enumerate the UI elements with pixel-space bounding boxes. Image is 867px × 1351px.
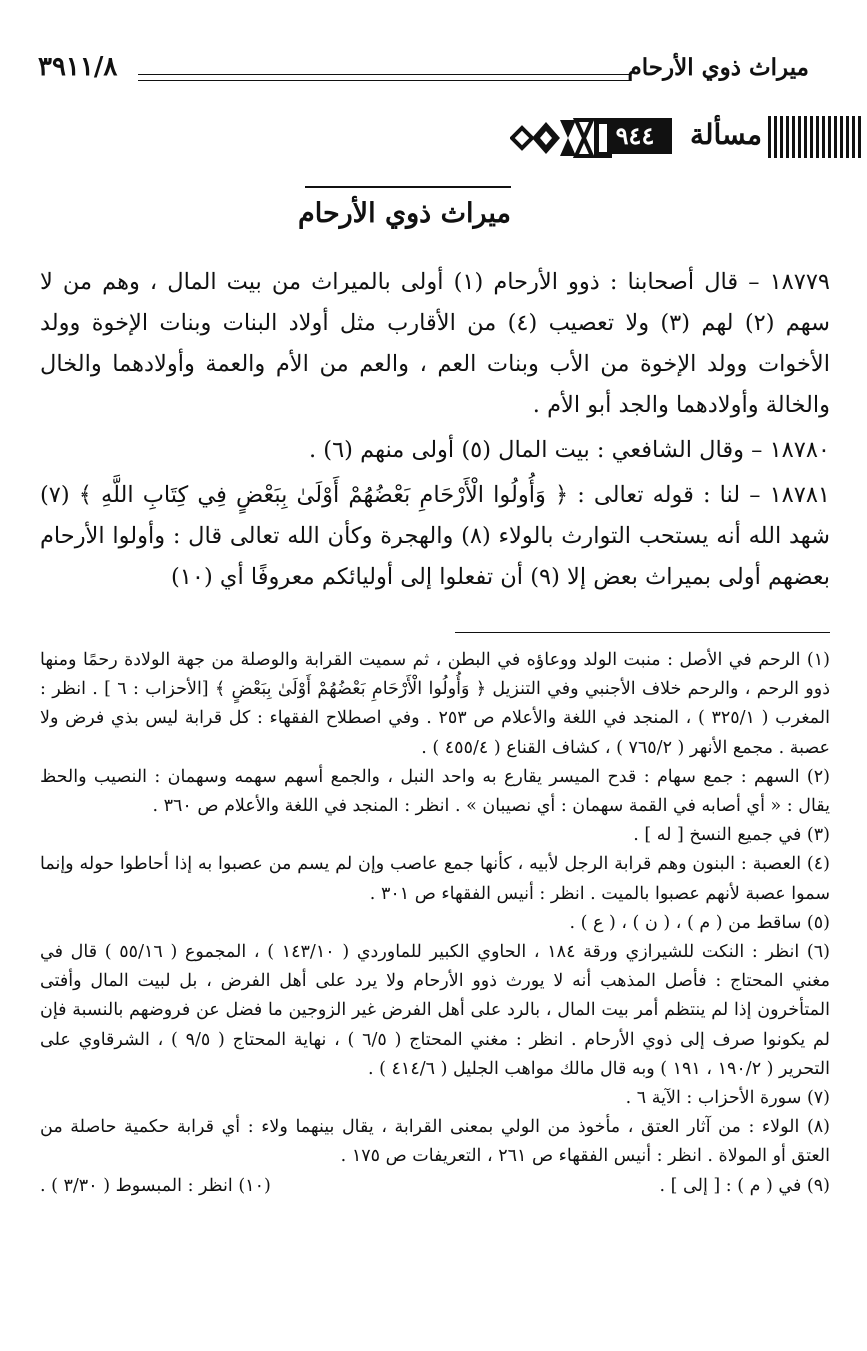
masala-banner	[510, 114, 862, 162]
title-rule	[305, 186, 511, 188]
paragraph-18781: ١٨٧٨١ – لنا : قوله تعالى : ﴿ وَأُولُوا الْأَرْحَامِ بَعْضُهُمْ أَوْلَىٰ بِبَعْضٍ فِي كِتَابِ اللَّهِ ﴾ (٧) شهد الله أنه يستحب التوارث بالولاء (٨) والهجرة وكأن الله تعالى قال : وأولوا الأرحام بعضهم أولى بميراث بعض إلا (٩) أن تفعلوا إلى أوليائكم معروفًا أي (١٠)	[40, 482, 830, 590]
footnote-10: (١٠) انظر : المبسوط ( ٣/٣٠ ) .	[40, 1175, 271, 1196]
main-text	[40, 262, 830, 598]
footnote-4: (٤) العصبة : البنون وهم قرابة الرجل لأبيه ، كأنها جمع عاصب وإن لم يسم من عصبوا به إذا أحاطوا حوله وإنما سموا عصبة لأنهم عصبوا بالميت . انظر : أنيس الفقهاء ص ٣٠١ .	[40, 854, 830, 904]
masala-label: مسألة	[689, 118, 762, 151]
footnote-6: (٦) انظر : النكت للشيرازي ورقة ١٨٤ ، الحاوي الكبير للماوردي ( ١٤٣/١٠ ) ، المجموع ( ٥٥/١٦ ) قال في مغني المحتاج : فأصل المذهب أنه لا يورث ذوو الأرحام ولا يرد على أهل الفرض ، بل لبيت المال وأفتى المتأخرون إذا لم ينتظم أمر بيت المال ، بالرد على أهل الفرض غير الزوجين ما فضل عن فروضهم بالنسبة فإن لم يكونوا صرف إلى ذوي الأرحام . انظر : مغني المحتاج ( ٦/٥ ) ، نهاية المحتاج ( ٩/٥ ) ، الشرقاوي على التحرير ( ١٩٠/٢ ، ١٩١ ) وبه قال مالك مواهب الجليل ( ٤١٤/٦ ) .	[40, 942, 831, 1079]
footnote-row-9-10	[40, 1172, 830, 1201]
masala-number: ٩٤٤	[598, 118, 672, 154]
footnote-7: (٧) سورة الأحزاب : الآية ٦ .	[625, 1088, 830, 1109]
paragraph-18779: ١٨٧٧٩ – قال أصحابنا : ذوو الأرحام (١) أولى بالميراث من بيت المال ، وهم من لا سهم (٢) لهم (٣) ولا تعصيب (٤) من الأقارب مثل أولاد البنات وبنات الإخوة وولد الأخوات وولد الإخوة من الأب وبنات العم ، والعم من الأم والعمة وأولادهما والخال والخالة وأولادهما والجد أبو الأم .	[40, 269, 830, 418]
footnote-9: (٩) في ( م ) : [ إلى ] .	[659, 1175, 830, 1196]
chapter-title: ميراث ذوي الأرحام	[298, 198, 511, 229]
footnote-8: (٨) الولاء : من آثار العتق ، مأخوذ من الولي بمعنى القرابة ، يقال بينهما ولاء : أي قرابة حكمية حاصلة من العتق أو المولاة . انظر : أنيس الفقهاء ص ٢٦١ ، التعريفات ص ١٧٥ .	[40, 1117, 830, 1167]
header-double-rule	[138, 74, 629, 81]
footnote-3: (٣) في جميع النسخ [ له ] .	[633, 825, 830, 846]
footnote-separator	[455, 632, 830, 633]
page-reference: ٣٩١١/٨	[38, 52, 118, 82]
footnote-2: (٢) السهم : جمع سهام : قدح الميسر يقارع به واحد النبل ، والجمع أسهم سهمه وسهمان : النصيب والحظ يقال : « أي أصابه في القمة سهمان : أي نصيبان » . انظر : المنجد في اللغة والأعلام ص ٣٦٠ .	[40, 766, 830, 817]
footnotes	[40, 646, 830, 1201]
striped-bars-ornament	[768, 116, 862, 158]
arabesque-ornament-icon	[510, 114, 614, 162]
chapter-title-block	[298, 186, 511, 229]
footnote-5: (٥) ساقط من ( م ) ، ( ن ) ، ( ع ) .	[569, 912, 830, 933]
running-header	[38, 52, 809, 92]
paragraph-18780: ١٨٧٨٠ – وقال الشافعي : بيت المال (٥) أولى منهم (٦) .	[308, 437, 830, 463]
footnote-1: (١) الرحم في الأصل : منبت الولد ووعاؤه في البطن ، ثم سميت القرابة والوصلة من جهة الولادة رحمًا ومنها ذوو الرحم ، والرحم خلاف الأجنبي وفي التنزيل ﴿ وَأُولُوا الْأَرْحَامِ بَعْضُهُمْ أَوْلَىٰ بِبَعْضٍ ﴾ [الأحزاب : ٦ ] . انظر : المغرب ( ٣٢٥/١ ) ، المنجد في اللغة والأعلام ص ٢٥٣ . وفي اصطلاح الفقهاء : كل قرابة ليس بذي فرض ولا عصبة . مجمع الأنهر ( ٧٦٥/٢ ) ، كشاف القناع ( ٤٥٥/٤ ) .	[40, 650, 831, 758]
running-title: ميراث ذوي الأرحام	[627, 54, 809, 81]
